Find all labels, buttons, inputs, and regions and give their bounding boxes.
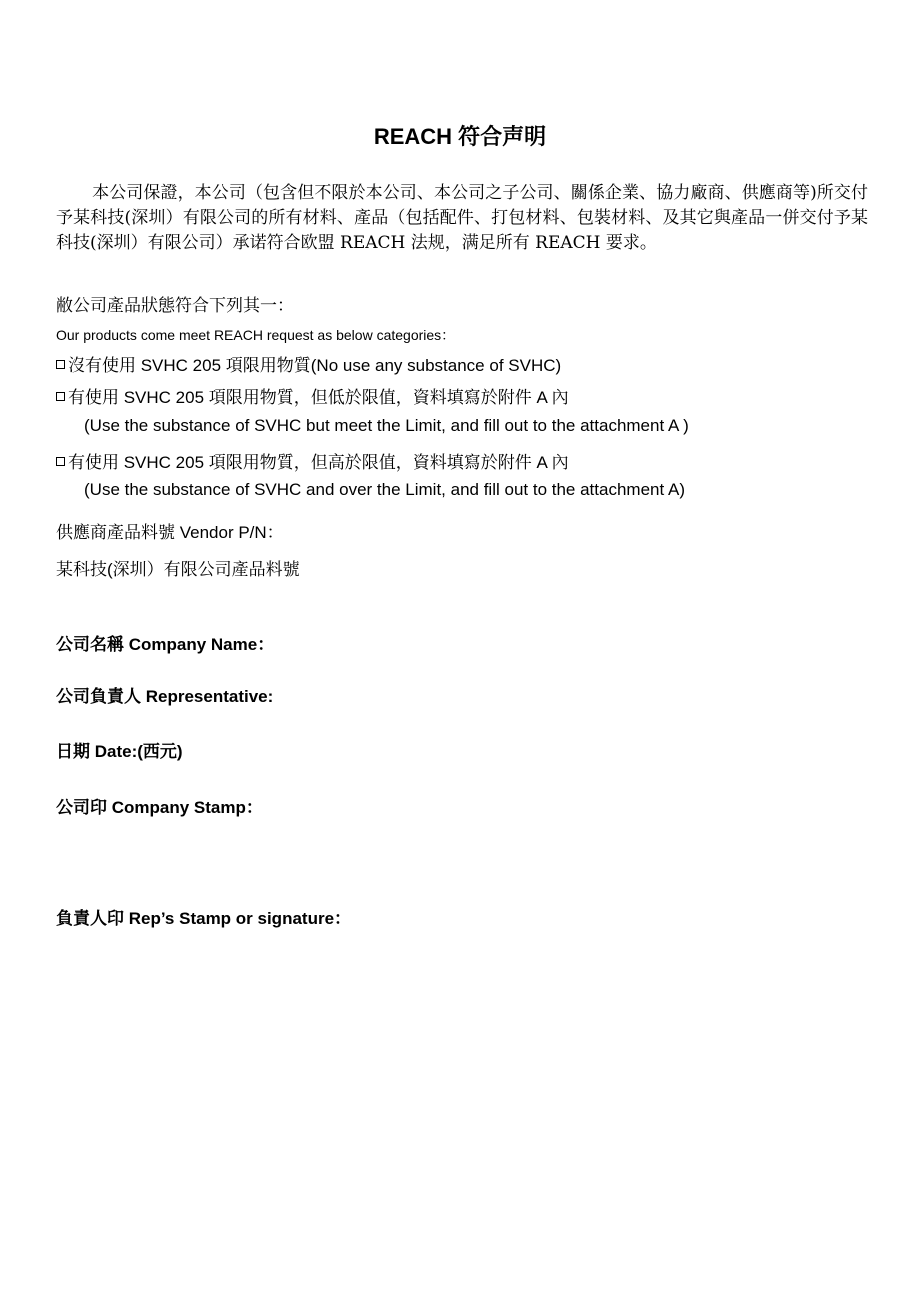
option-1[interactable]: [56, 351, 561, 376]
date-label: 日期 Date:(西元): [56, 742, 183, 761]
rep-stamp-label: 負責人印 Rep’s Stamp or signature：: [56, 909, 352, 928]
status-heading: 敝公司產品狀態符合下列其一：: [56, 296, 294, 315]
option-1-text: 沒有使用 SVHC 205 項限用物質(No use any substance of SVHC): [68, 356, 562, 375]
status-heading-en: Our products come meet REACH request as below categories：: [56, 327, 456, 343]
company-pn-label: 某科技(深圳）有限公司產品料號: [56, 560, 300, 579]
checkbox-icon[interactable]: [56, 457, 65, 466]
vendor-pn-label: 供應商產品料號 Vendor P/N：: [56, 523, 284, 542]
page-title: REACH 符合声明: [373, 124, 547, 149]
option-2[interactable]: [56, 383, 569, 408]
checkbox-icon[interactable]: [56, 392, 65, 401]
representative-label: 公司負責人 Representative:: [56, 687, 274, 706]
option-3[interactable]: [56, 448, 569, 473]
checkbox-icon[interactable]: [56, 360, 65, 369]
company-name-label: 公司名稱 Company Name：: [56, 635, 275, 654]
guarantee-text: 本公司保證，本公司（包含但不限於本公司、本公司之子公司、關係企業、協力廠商、供應商等)所交付予某科技(深圳）有限公司的所有材料、產品（包括配件、打包材料、包裝材料、及其它與產品一併交付予某科技(深圳）有限公司）承诺符合欧盟 REACH 法规，满足所有 REACH 要求。: [56, 183, 868, 253]
option-2-text: 有使用 SVHC 205 項限用物質，但低於限值，資料填寫於附件 A 內: [68, 388, 569, 407]
option-2-note: (Use the substance of SVHC but meet the Limit, and fill out to the attachment A ): [84, 416, 689, 435]
option-3-note: (Use the substance of SVHC and over the Limit, and fill out to the attachment A): [84, 480, 685, 499]
company-stamp-label: 公司印 Company Stamp：: [56, 798, 263, 817]
guarantee-paragraph: [56, 181, 868, 256]
option-3-text: 有使用 SVHC 205 項限用物質，但高於限值，資料填寫於附件 A 內: [68, 453, 569, 472]
